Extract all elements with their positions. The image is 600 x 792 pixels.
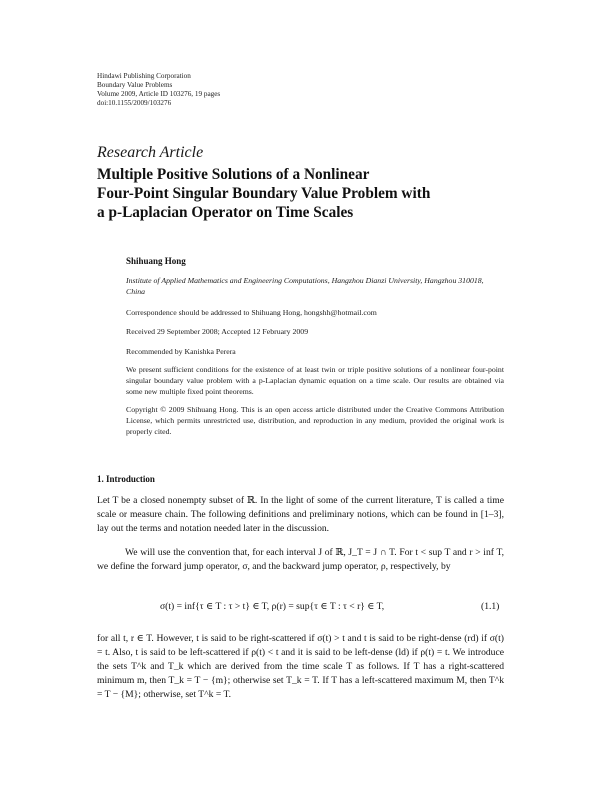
publisher: Hindawi Publishing Corporation [97,72,191,80]
paragraph-1: Let T be a closed nonempty subset of ℝ. In the light of some of the current literature, T is called a time scale or measure chain. The following definitions and preliminary notions, which can be found in [1–3], lay out the terms and notation needed later in the discussion. [97,495,504,534]
received-date: Received 29 September 2008; Accepted 12 February 2009 [126,327,309,336]
paragraph-3: for all t, r ∈ T. However, t is said to be right-scattered if σ(t) > t and t is said to be right-dense (rd) if σ(t) = t. Also, t is said to be left-scattered if ρ(t) < t and it is said to be left-dense (ld) if ρ(t) = t. We introduce the sets T^k and T_k which are derived from the time scale T as follows. If T has a right-scattered minimum m, then T_k = T − {m}; otherwise set T_k = T. If T has a left-scattered maximum M, then T^k = T − {M}; otherwise, set T^k = T. [97,633,504,700]
author-name: Shihuang Hong [126,256,186,266]
copyright: Copyright © 2009 Shihuang Hong. This is an open access article distributed under the Creative Commons Attribution License, which permits unrestricted use, distribution, and reproduction in any medium, provided the original work is properly cited. [126,405,504,436]
equation-number: (1.1) [481,601,500,612]
recommended-by: Recommended by Kanishka Perera [126,347,236,356]
section-heading: 1. Introduction [97,474,155,484]
correspondence: Correspondence should be addressed to Shihuang Hong, hongshh@hotmail.com [126,308,377,317]
abstract: We present sufficient conditions for the existence of at least twin or triple positive solutions of a nonlinear four-point singular boundary value problem with a p-Laplacian dynamic equation on a time scale. Our results are obtained via some new multiple fixed point theorems. [126,365,504,396]
article-type: Research Article [97,144,204,161]
volume-info: Volume 2009, Article ID 103276, 19 pages [97,90,221,98]
journal-header [97,72,220,108]
affiliation: Institute of Applied Mathematics and Engineering Computations, Hangzhou Dianzi University, Hangzhou 310018, China [126,276,484,296]
doi: doi:10.1155/2009/103276 [97,99,172,107]
title-line-1: Multiple Positive Solutions of a Nonlinear [97,166,370,183]
equation-1-1: σ(t) = inf{τ ∈ T : τ > t} ∈ T, ρ(r) = sup{τ ∈ T : τ < r} ∈ T, [160,601,385,612]
journal-name: Boundary Value Problems [97,81,173,89]
paragraph-2: We will use the convention that, for each interval J of ℝ, J_T = J ∩ T. For t < sup T and r > inf T, we define the forward jump operator, σ, and the backward jump operator, ρ, respectively, by [97,547,504,572]
title-line-3: a p-Laplacian Operator on Time Scales [97,204,354,221]
article-title [97,165,527,222]
title-line-2: Four-Point Singular Boundary Value Problem with [97,185,431,202]
